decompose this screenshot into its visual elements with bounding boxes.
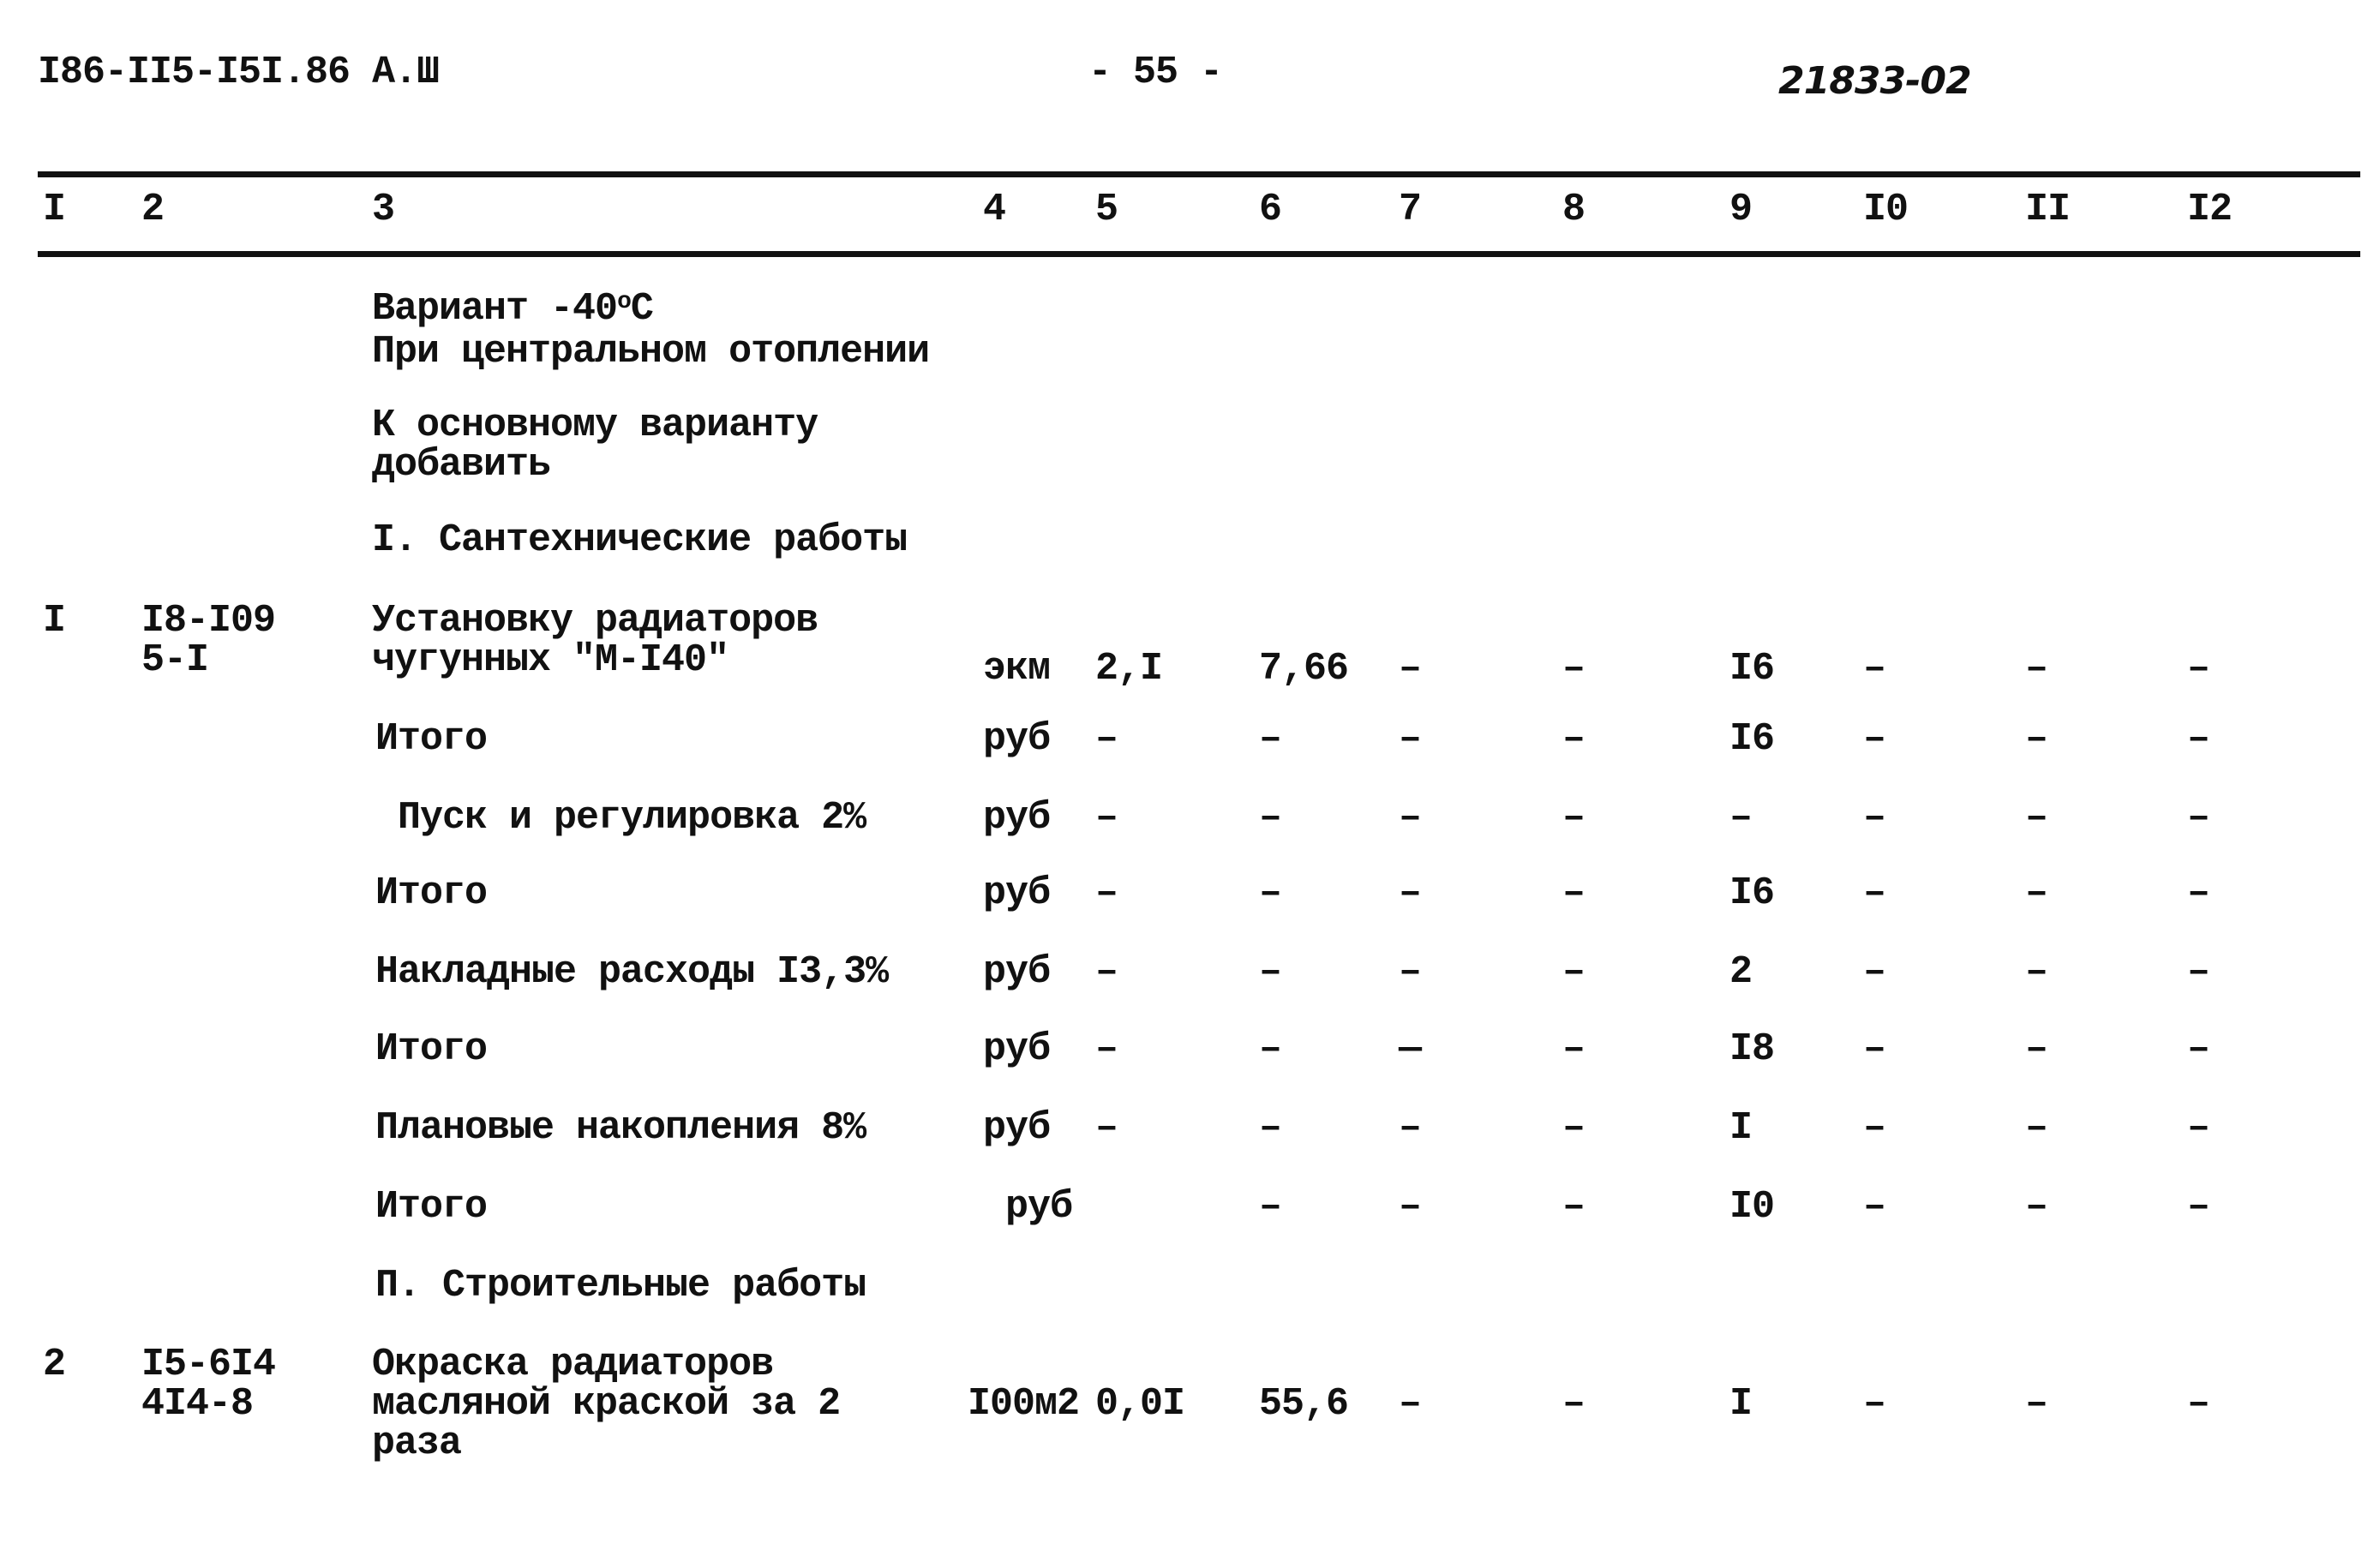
value-col-7: —	[1399, 1027, 1422, 1071]
row-number: I	[43, 599, 66, 643]
column-header-5: 5	[1095, 188, 1118, 231]
value-col-7: –	[1399, 717, 1422, 761]
unit-cell: руб	[983, 1185, 1073, 1229]
column-header-10: I0	[1863, 188, 1909, 231]
value-col-12: –	[2187, 950, 2210, 994]
value-col-6: –	[1259, 950, 1282, 994]
unit-cell: руб	[983, 796, 1051, 840]
variant-text: Вариант -40	[372, 287, 618, 331]
item-name: Плановые накопления 8%	[375, 1106, 866, 1150]
column-header-3: 3	[372, 188, 395, 231]
value-col-12: –	[2187, 796, 2210, 840]
variant-unit: C	[630, 287, 653, 331]
value-col-11: –	[2025, 1382, 2048, 1426]
unit-cell: руб	[983, 950, 1051, 994]
value-col-9: I	[1730, 1382, 1753, 1426]
column-header-6: 6	[1259, 188, 1282, 231]
value-col-12: –	[2187, 717, 2210, 761]
value-col-6: –	[1259, 1185, 1282, 1229]
value-col-5: –	[1095, 871, 1118, 915]
rate-code: I8-I09	[141, 599, 276, 643]
item-name: Итого	[375, 717, 488, 761]
value-col-9: I0	[1730, 1185, 1775, 1229]
rate-code: 5-I	[141, 638, 209, 682]
value-col-6: 7,66	[1259, 647, 1349, 691]
value-col-5: –	[1095, 1106, 1118, 1150]
value-col-6: 55,6	[1259, 1382, 1349, 1426]
value-col-9: I6	[1730, 717, 1775, 761]
value-col-10: –	[1863, 1185, 1886, 1229]
column-header-12: I2	[2187, 188, 2233, 231]
column-header-1: I	[43, 188, 66, 231]
item-name: Итого	[375, 1027, 488, 1071]
variant-subtitle: При центральном отоплении	[372, 330, 930, 374]
value-col-11: –	[2025, 1106, 2048, 1150]
value-col-6: –	[1259, 796, 1282, 840]
value-col-7: –	[1399, 871, 1422, 915]
document-code: I86-II5-I5I.86 А.Ш	[38, 51, 440, 94]
item-name: Накладные расходы I3,3%	[375, 950, 889, 994]
value-col-7: –	[1399, 1382, 1422, 1426]
value-col-11: –	[2025, 871, 2048, 915]
value-col-10: –	[1863, 1382, 1886, 1426]
value-col-5: –	[1095, 717, 1118, 761]
value-col-5: 2,I	[1095, 647, 1163, 691]
unit-cell: руб	[983, 871, 1051, 915]
column-header-9: 9	[1730, 188, 1753, 231]
row-number: 2	[43, 1343, 66, 1386]
section-heading-construction: П. Строительные работы	[375, 1264, 866, 1308]
value-col-9: I6	[1730, 871, 1775, 915]
value-col-8: –	[1562, 1185, 1586, 1229]
value-col-10: –	[1863, 796, 1886, 840]
value-col-8: –	[1562, 1382, 1586, 1426]
value-col-11: –	[2025, 796, 2048, 840]
add-note-line1: К основному варианту	[372, 404, 818, 447]
value-col-6: –	[1259, 871, 1282, 915]
value-col-10: –	[1863, 1106, 1886, 1150]
value-col-7: –	[1399, 647, 1422, 691]
value-col-10: –	[1863, 717, 1886, 761]
item-name: Установку радиаторов	[372, 599, 818, 643]
value-col-11: –	[2025, 717, 2048, 761]
value-col-11: –	[2025, 647, 2048, 691]
value-col-8: –	[1562, 1106, 1586, 1150]
value-col-10: –	[1863, 1027, 1886, 1071]
value-col-12: –	[2187, 647, 2210, 691]
unit-cell: руб	[983, 1106, 1051, 1150]
value-col-9: 2	[1730, 950, 1753, 994]
value-col-5: –	[1095, 1027, 1118, 1071]
value-col-11: –	[2025, 1027, 2048, 1071]
document-number: 21833-02	[1778, 59, 1971, 103]
value-col-8: –	[1562, 717, 1586, 761]
item-name: Окраска радиаторов	[372, 1343, 774, 1386]
value-col-9: I	[1730, 1106, 1753, 1150]
value-col-10: –	[1863, 871, 1886, 915]
unit-cell: руб	[983, 1027, 1051, 1071]
value-col-5: 0,0I	[1095, 1382, 1185, 1426]
column-header-2: 2	[141, 188, 165, 231]
column-header-7: 7	[1399, 188, 1422, 231]
unit-cell: экм	[983, 647, 1051, 691]
item-name: масляной краской за 2	[372, 1382, 841, 1426]
column-header-8: 8	[1562, 188, 1586, 231]
variant-title	[372, 287, 653, 331]
value-col-9: I6	[1730, 647, 1775, 691]
value-col-8: –	[1562, 796, 1586, 840]
value-col-6: –	[1259, 1106, 1282, 1150]
item-name: Итого	[375, 1185, 488, 1229]
value-col-11: –	[2025, 950, 2048, 994]
value-col-9: I8	[1730, 1027, 1775, 1071]
page-number: - 55 -	[1088, 51, 1223, 94]
table-header-rule	[38, 251, 2360, 257]
add-note-line2: добавить	[372, 443, 551, 487]
column-header-11: II	[2025, 188, 2071, 231]
value-col-11: –	[2025, 1185, 2048, 1229]
value-col-12: –	[2187, 871, 2210, 915]
item-name: чугунных "М-I40"	[372, 638, 729, 682]
value-col-10: –	[1863, 647, 1886, 691]
value-col-9: –	[1730, 796, 1753, 840]
value-col-8: –	[1562, 950, 1586, 994]
value-col-12: –	[2187, 1185, 2210, 1229]
table-top-rule	[38, 171, 2360, 177]
value-col-12: –	[2187, 1027, 2210, 1071]
item-name: Пуск и регулировка 2%	[375, 796, 866, 840]
value-col-7: –	[1399, 1185, 1422, 1229]
value-col-6: –	[1259, 1027, 1282, 1071]
rate-code: 4I4-8	[141, 1382, 254, 1426]
value-col-10: –	[1863, 950, 1886, 994]
unit-cell: руб	[983, 717, 1051, 761]
value-col-5: –	[1095, 796, 1118, 840]
value-col-6: –	[1259, 717, 1282, 761]
value-col-8: –	[1562, 1027, 1586, 1071]
value-col-5: –	[1095, 950, 1118, 994]
value-col-8: –	[1562, 871, 1586, 915]
value-col-7: –	[1399, 1106, 1422, 1150]
rate-code: I5-6I4	[141, 1343, 276, 1386]
value-col-12: –	[2187, 1106, 2210, 1150]
value-col-7: –	[1399, 950, 1422, 994]
section-heading-plumbing: I. Сантехнические работы	[372, 518, 908, 562]
value-col-8: –	[1562, 647, 1586, 691]
value-col-12: –	[2187, 1382, 2210, 1426]
item-name: Итого	[375, 871, 488, 915]
item-name: раза	[372, 1421, 462, 1465]
degree-sign: o	[617, 289, 631, 315]
column-header-4: 4	[983, 188, 1006, 231]
value-col-7: –	[1399, 796, 1422, 840]
unit-cell: I00м2	[968, 1382, 1080, 1426]
